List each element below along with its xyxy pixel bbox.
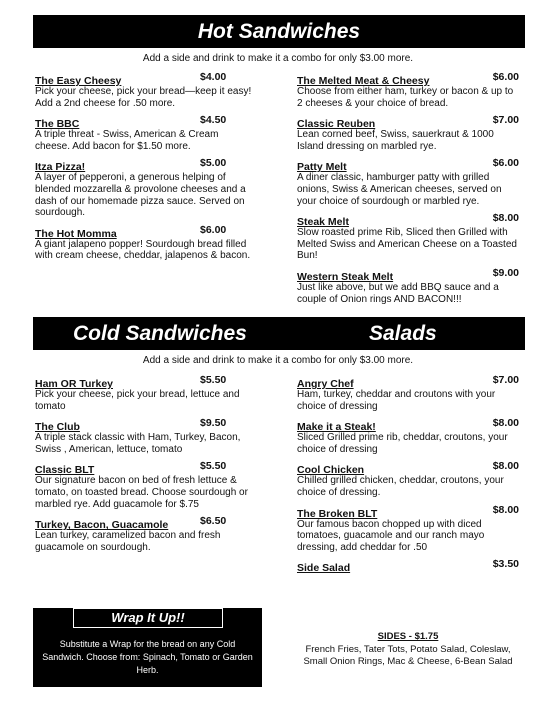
menu-item	[35, 515, 255, 553]
menu-item	[297, 267, 519, 305]
cold-sandwiches-salads-banner	[33, 317, 525, 350]
item-name: Make it a Steak!	[297, 421, 376, 434]
menu-item	[297, 212, 519, 262]
sides-title: SIDES - $1.75	[377, 631, 439, 642]
item-description: A diner classic, hamburger patty with grilled onions, Swiss & American cheeses, served on your choice of sourdough or marbled rye.	[297, 172, 502, 207]
item-description: Pick your cheese, pick your bread, lettuce and tomato	[35, 389, 240, 412]
salads-heading: Salads	[369, 322, 437, 345]
item-price: $8.00	[492, 212, 519, 225]
menu-item	[35, 417, 255, 455]
item-description: Pick your cheese, pick your bread—keep it easy! Add a 2nd cheese for .50 more.	[35, 86, 252, 109]
item-description: Slow roasted prime Rib, Sliced then Grilled with Melted Swiss and American Cheese on a Toasted Bun!	[297, 227, 517, 262]
item-name: The Broken BLT	[297, 507, 378, 520]
menu-item	[35, 224, 255, 262]
item-description: A triple threat - Swiss, American & Cream cheese. Add bacon for $1.50 more.	[35, 129, 219, 152]
item-description: Just like above, but we add BBQ sauce and a couple of Onion rings AND BACON!!!	[297, 281, 499, 305]
menu-item	[35, 374, 255, 412]
wrap-it-up-text: Substitute a Wrap for the bread on any Cold Sandwich. Choose from: Spinach, Tomato or Garden Herb.	[42, 639, 253, 675]
item-price: $5.50	[200, 460, 227, 473]
menu-item	[35, 460, 255, 510]
cold-sandwiches-column	[35, 374, 255, 558]
item-name: The BBC	[35, 118, 80, 131]
hot-sandwiches-left-column	[35, 71, 255, 267]
item-name: Classic Reuben	[297, 118, 376, 131]
hot-combo-note: Add a side and drink to make it a combo for only $3.00 more.	[142, 53, 414, 64]
item-name: Patty Melt	[297, 161, 347, 174]
item-name: Cool Chicken	[297, 464, 365, 477]
menu-item	[35, 71, 255, 109]
item-name: Angry Chef	[297, 378, 354, 390]
item-name: Side Salad	[297, 562, 351, 575]
item-description: A triple stack classic with Ham, Turkey, Bacon, Swiss , American, lettuce, tomato	[35, 432, 241, 455]
hot-sandwiches-right-column	[297, 71, 519, 310]
menu-item	[35, 157, 255, 218]
cold-sandwiches-heading: Cold Sandwiches	[73, 322, 247, 345]
item-name: Turkey, Bacon, Guacamole	[35, 519, 169, 532]
item-price: $6.50	[200, 515, 227, 528]
item-name: Classic BLT	[35, 464, 95, 477]
item-price: $4.00	[200, 71, 227, 83]
item-name: Ham OR Turkey	[35, 378, 113, 390]
item-description: Lean corned beef, Swiss, sauerkraut & 1000 Island dressing on marbled rye.	[297, 129, 494, 152]
item-price: $9.50	[200, 417, 227, 430]
item-price: $6.00	[200, 223, 227, 236]
menu-item	[297, 558, 519, 575]
menu-item	[297, 417, 519, 455]
cold-combo-note: Add a side and drink to make it a combo for only $3.00 more.	[142, 355, 414, 366]
sides-block	[297, 631, 519, 668]
item-price: $9.00	[492, 266, 519, 279]
menu-item	[297, 504, 519, 554]
item-name: The Club	[35, 421, 80, 434]
item-name: The Easy Cheesy	[35, 75, 122, 87]
item-description: Our famous bacon chopped up with diced tomatoes, guacamole and our ranch mayo dressing, add cheddar for .50	[297, 518, 485, 553]
item-name: The Hot Momma	[35, 227, 117, 240]
item-price: $8.00	[492, 460, 519, 473]
item-description: A layer of pepperoni, a generous helping of blended mozzarella & provolone cheeses and a dash of our homemade pizza sauce. Served on sourdough.	[35, 172, 246, 219]
wrap-it-up-title: Wrap It Up!!	[73, 608, 223, 628]
menu-item	[297, 157, 519, 207]
item-price: $8.00	[492, 417, 519, 430]
item-name: The Melted Meat & Cheesy	[297, 75, 430, 87]
item-description: Chilled grilled chicken, cheddar, croutons, your choice of dressing.	[297, 475, 504, 498]
item-name: Steak Melt	[297, 216, 349, 229]
item-description: Choose from either ham, turkey or bacon & up to 2 cheeses & your choice of bread.	[297, 86, 514, 109]
menu-item	[35, 114, 255, 152]
item-price: $5.00	[200, 157, 227, 170]
item-price: $3.50	[492, 558, 519, 571]
salads-column	[297, 374, 519, 576]
item-name: Western Steak Melt	[297, 270, 394, 283]
item-description: A giant jalapeno popper! Sourdough bread filled with cream cheese, cheddar, jalapenos & bacon.	[35, 238, 251, 262]
menu-item	[297, 374, 519, 412]
item-price: $6.00	[492, 157, 519, 170]
item-price: $5.50	[200, 374, 227, 386]
item-description: Sliced Grilled prime rib, cheddar, croutons, your choice of dressing	[297, 432, 508, 455]
menu-item	[297, 71, 519, 109]
item-price: $7.00	[492, 114, 519, 127]
hot-sandwiches-banner: Hot Sandwiches	[33, 15, 525, 48]
item-price: $6.00	[492, 71, 519, 83]
sides-list: French Fries, Tater Tots, Potato Salad, Coleslaw, Small Onion Rings, Mac & Cheese, 6-Bean Salad	[303, 644, 513, 667]
item-description: Ham, turkey, cheddar and croutons with your choice of dressing	[297, 389, 496, 412]
item-price: $7.00	[492, 374, 519, 386]
item-price: $4.50	[200, 114, 227, 127]
item-description: Lean turkey, caramelized bacon and fresh guacamole on sourdough.	[35, 530, 221, 553]
item-price: $8.00	[492, 503, 519, 516]
menu-item	[297, 114, 519, 152]
item-description: Our signature bacon on bed of fresh lettuce & tomato, on toasted bread. Choose sourdough or marbled rye. Add guacamole for $.75	[35, 475, 248, 510]
menu-item	[297, 460, 519, 498]
item-name: Itza Pizza!	[35, 161, 86, 174]
